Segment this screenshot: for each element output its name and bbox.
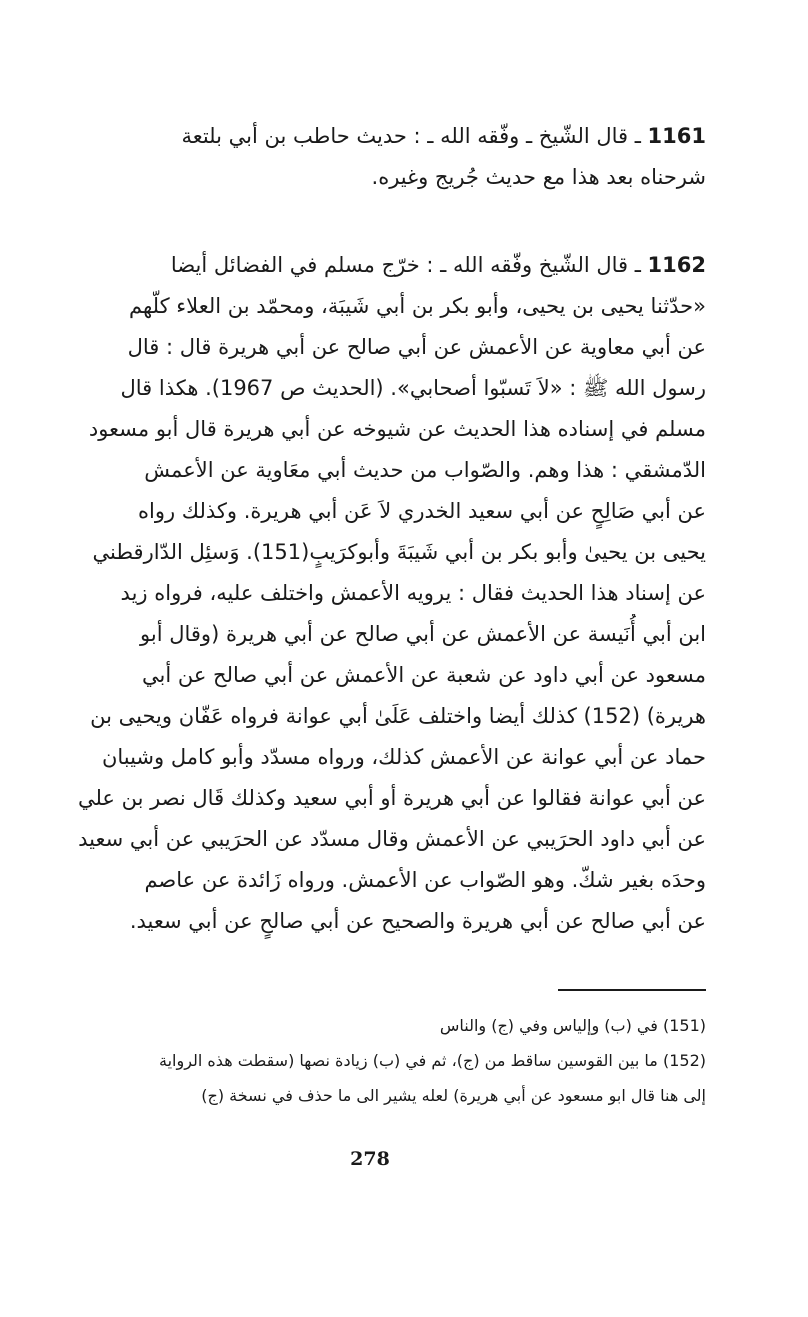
paragraph-line: الدّمشقي : هذا وهم. والصّواب من حديث أبي معَاوية عن الأعمش: [144, 458, 706, 482]
paragraph-1162: [48, 245, 706, 942]
footnote-152: (152) ما بين القوسين ساقط من (ج)، ثم في (ب) زيادة نصها (سقطت هذه الرواية: [158, 1051, 706, 1070]
paragraph-line: حماد عن أبي عوانة عن الأعمش كذلك، ورواه مسدّد وأبو كامل وشيبان: [101, 745, 706, 769]
footnote-151: (151) في (ب) وإلياس وفي (ج) والناس: [439, 1016, 706, 1035]
paragraph-number: 1161: [647, 124, 706, 148]
paragraph-line: هريرة) (152) كذلك أيضا واختلف عَلَىٰ أبي عوانة فرواه عَفّان ويحيى بن: [90, 704, 706, 728]
footnote-152-continued: إلى هنا قال ابو مسعود عن أبي هريرة) لعله يشير الى ما حذف في نسخة (ج): [201, 1086, 706, 1105]
paragraph-line: شرحناه بعد هذا مع حديث جُريج وغيره.: [371, 165, 706, 189]
paragraph-1161: [48, 116, 706, 198]
paragraph-line: «حدّثنا يحيى بن يحيى، وأبو بكر بن أبي شَيبَة، ومحمّد بن العلاء كلّهم: [129, 294, 706, 318]
paragraph-line: عن أبي صالح عن أبي هريرة والصحيح عن أبي صالحٍ عن أبي سعيد.: [129, 909, 706, 933]
paragraph-line: 1162 ـ قال الشّيخ وفّقه الله ـ : خرّج مسلم في الفضائل أيضا: [170, 253, 706, 277]
footnote-divider: [558, 989, 706, 991]
paragraph-line: مسلم في إسناده هذا الحديث عن شيوخه عن أبي هريرة قال أبو مسعود: [88, 417, 706, 441]
paragraph-line: عن إسناد هذا الحديث فقال : يرويه الأعمش واختلف عليه، فرواه زيد: [120, 581, 706, 605]
page-number: 278: [350, 1148, 390, 1170]
paragraph-line: 1161 ـ قال الشّيخ ـ وفّقه الله ـ : حديث حاطب بن أبي بلتعة: [181, 124, 706, 148]
paragraph-line: رسول الله ﷺ : «لاَ تَسبّوا أصحابي». (الحديث ص 1967). هكذا قال: [120, 376, 706, 400]
paragraph-line: عن أبي صَالِحٍ عن أبي سعيد الخدري لاَ عَن أبي هريرة. وكذلك رواه: [138, 499, 706, 523]
paragraph-line: وحدَه بغير شكّ. وهو الصّواب عن الأعمش. ورواه زَائدة عن عاصم: [144, 868, 706, 892]
paragraph-line: عن أبي عوانة فقالوا عن أبي هريرة أو أبي سعيد وكذلك قَال نصر بن علي: [77, 786, 706, 810]
paragraph-line: عن أبي معاوية عن الأعمش عن أبي صالح عن أبي هريرة قال : قال: [127, 335, 706, 359]
paragraph-line: مسعود عن أبي داود عن شعبة عن الأعمش عن أبي صالح عن أبي: [142, 663, 706, 687]
paragraph-line: ابن أبي أُنَيسة عن الأعمش عن أبي صالح عن أبي هريرة (وقال أبو: [140, 622, 706, 646]
paragraph-line: عن أبي داود الحرَيبي عن الأعمش وقال مسدّد عن الحرَيبي عن أبي سعيد: [78, 827, 706, 851]
footnotes: [48, 1008, 706, 1113]
paragraph-number: 1162: [647, 253, 706, 277]
paragraph-line: يحيى بن يحيىٰ وأبو بكر بن أبي شَيبَةَ وأبوكرَيبٍ(151). وَسئِل الدّارقطني: [92, 540, 706, 564]
